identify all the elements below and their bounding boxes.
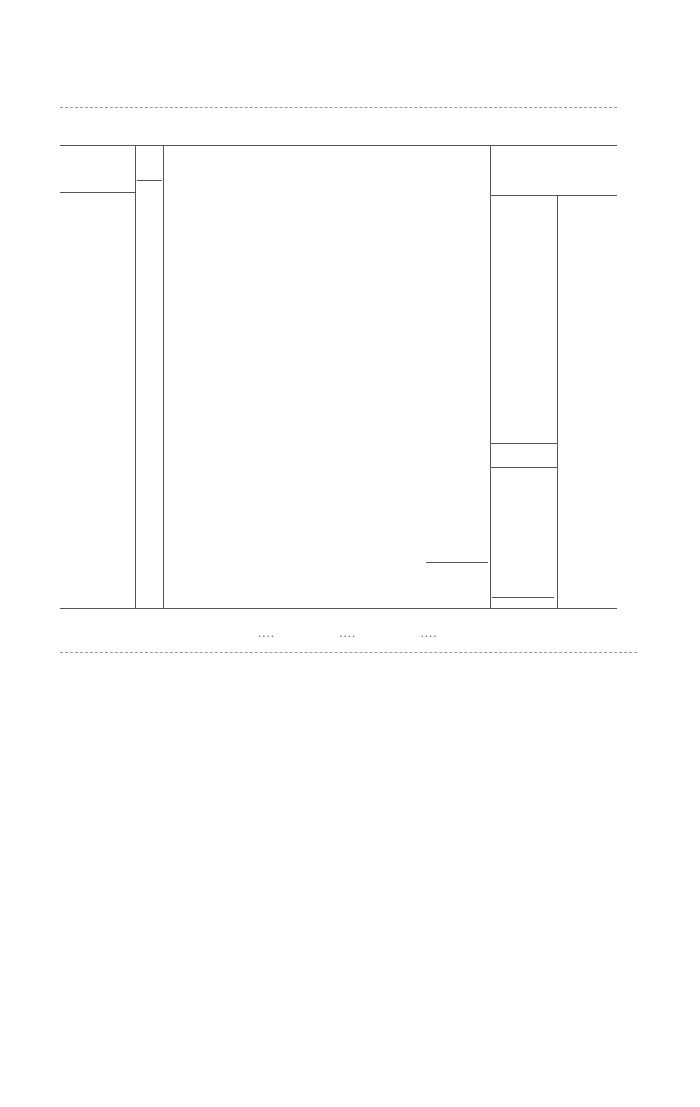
col-divider-persons — [135, 145, 136, 608]
table-bottom-rule — [60, 608, 617, 609]
gross-rule — [490, 467, 557, 468]
credits-rule — [426, 562, 488, 563]
subtotal-rule — [490, 443, 557, 444]
col-divider-amount — [490, 145, 491, 608]
persons-head-rule — [60, 192, 135, 193]
title-rule — [60, 107, 617, 108]
grand-total-rule — [60, 652, 637, 653]
table-top-rule — [60, 145, 617, 146]
grand-total-leaders: .... .... .... — [258, 625, 438, 640]
vote-total-rule — [492, 597, 554, 598]
col-divider-total — [557, 195, 558, 608]
col-divider-item — [163, 145, 164, 608]
item-head-rule — [137, 180, 162, 181]
year-head-rule — [490, 195, 617, 196]
